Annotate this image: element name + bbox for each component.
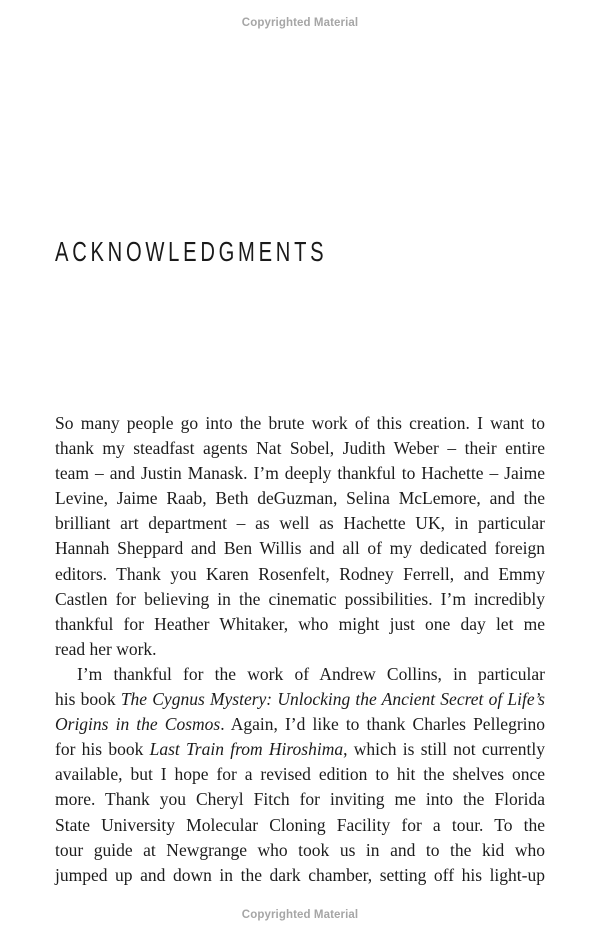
text-line [55, 536, 545, 561]
text-line [55, 562, 545, 587]
paragraph [55, 411, 545, 662]
text-segment: his book [55, 689, 121, 710]
copyright-watermark-top: Copyrighted Material [241, 17, 359, 29]
text-line [55, 712, 545, 737]
text-segment: , which is still not currently [343, 739, 545, 760]
text-segment: for his book [55, 739, 150, 760]
text-segment: Castlen for believing in the cinematic possibilities. I’m incredibly [55, 588, 545, 609]
text-segment: more. Thank you Cheryl Fitch for inviting me into the Florida [55, 789, 545, 810]
page-title: ACKNOWLEDGMENTS [55, 236, 328, 267]
acknowledgments-body [55, 411, 545, 888]
text-line [55, 612, 545, 637]
italic-title: Last Train from Hiroshima [149, 739, 344, 760]
text-line [55, 637, 545, 662]
text-line [55, 486, 545, 511]
text-segment: Levine, Jaime Raab, Beth deGuzman, Selina McLemore, and the [55, 488, 545, 509]
text-segment: brilliant art department – as well as Hachette UK, in particular [55, 513, 545, 534]
text-segment: thank my steadfast agents Nat Sobel, Judith Weber – their entire [55, 438, 545, 459]
text-segment: team – and Justin Manask. I’m deeply thankful to Hachette – Jaime [55, 463, 545, 484]
text-segment: tour guide at Newgrange who took us in and to the kid who [55, 839, 545, 860]
text-line [55, 436, 545, 461]
text-line [55, 787, 545, 812]
text-line [55, 863, 545, 888]
text-segment: jumped up and down in the dark chamber, setting off his light-up [55, 864, 545, 885]
text-line [55, 687, 545, 712]
text-line [55, 762, 545, 787]
text-line [55, 461, 545, 486]
text-line [55, 662, 545, 687]
text-line [55, 511, 545, 536]
text-segment: So many people go into the brute work of this creation. I want to [55, 413, 545, 433]
text-segment: . Again, I’d like to thank Charles Pellegrino [220, 714, 546, 735]
text-segment: thankful for Heather Whitaker, who might just one day let me [55, 613, 545, 634]
text-segment: editors. Thank you Karen Rosenfelt, Rodney Ferrell, and Emmy [55, 563, 545, 584]
text-segment: Hannah Sheppard and Ben Willis and all of my dedicated foreign [55, 538, 545, 559]
text-segment: I’m thankful for the work of Andrew Collins, in particular [77, 663, 545, 684]
text-segment: State University Molecular Cloning Facility for a tour. To the [55, 814, 545, 835]
copyright-watermark-bottom: Copyrighted Material [241, 909, 359, 921]
text-segment: read her work. [55, 638, 157, 659]
italic-title: Origins in the Cosmos [55, 714, 221, 735]
text-line [55, 737, 545, 762]
text-line [55, 813, 545, 838]
text-segment: available, but I hope for a revised edition to hit the shelves once [55, 764, 545, 785]
text-line [55, 587, 545, 612]
text-line [55, 838, 545, 863]
italic-title: The Cygnus Mystery: Unlocking the Ancient Secret of Life’s [120, 689, 545, 710]
text-line [55, 411, 545, 436]
paragraph [55, 662, 545, 888]
